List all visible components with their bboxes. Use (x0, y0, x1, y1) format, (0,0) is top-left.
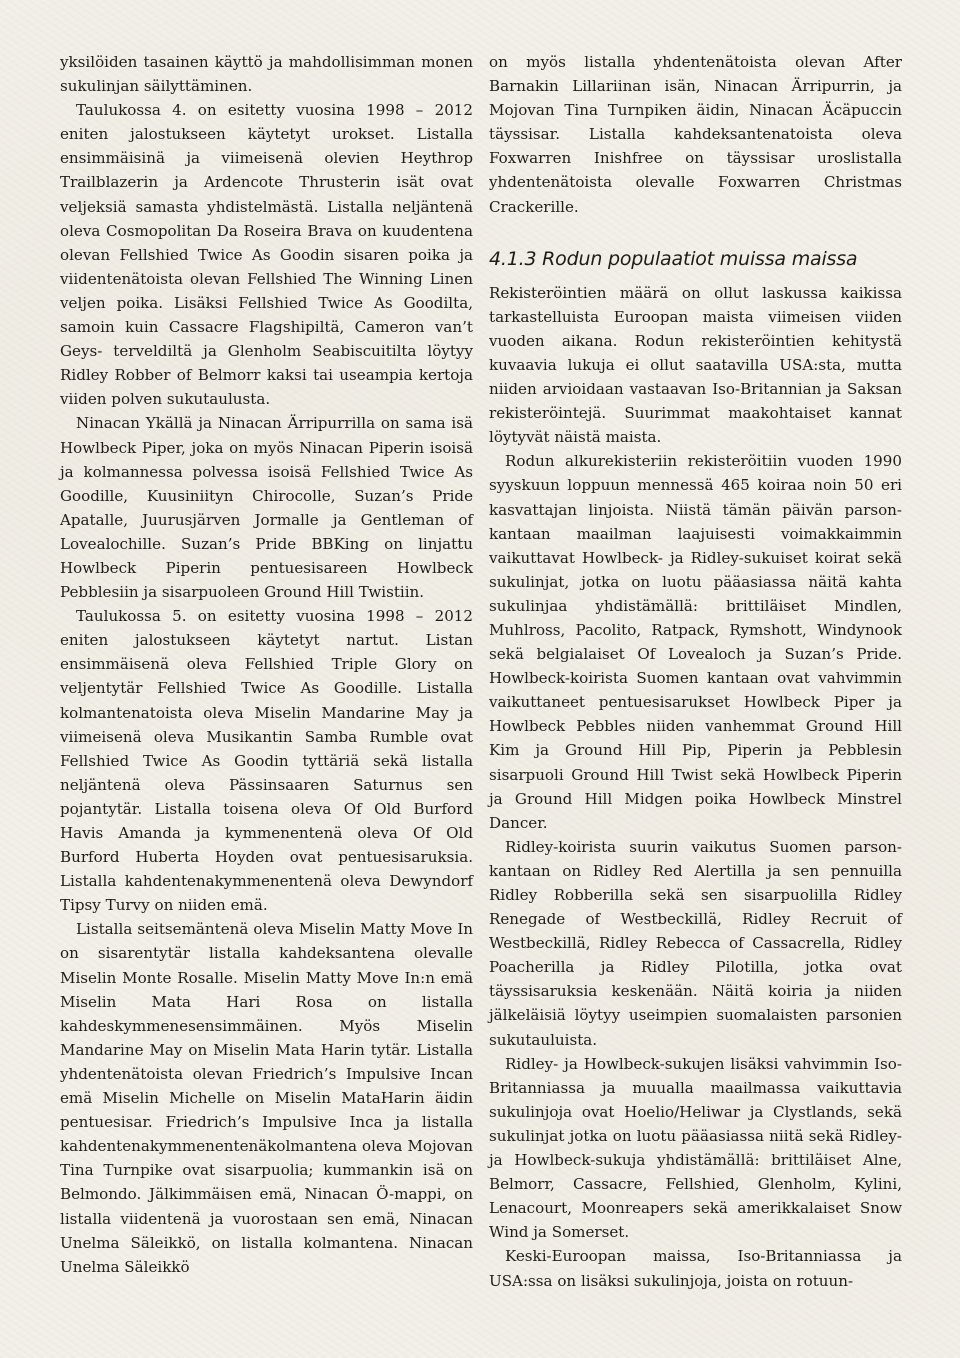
paragraph: Rekisteröintien määrä on ollut laskussa kaikissa tarkastelluista Euroopan maista viimeisen viiden vuoden aikana. Rodun rekisteröintien kehitystä kuvaavia lukuja ei ollut saatavilla USA:sta, mutta niiden arvioidaan vastaavan Iso-Britannian ja Saksan rekisteröintejä. Suurimmat maakohtaiset kannat löytyvät näistä maista. (489, 283, 902, 447)
left-column (60, 50, 473, 1279)
paragraph: Rodun alkurekisteriin rekisteröitiin vuoden 1990 syyskuun loppuun mennessä 465 koiraa noin 50 eri kasvattajan linjoista. Niistä tämän päivän parson-kantaan maailman laajuisesti voimakkaimmin vaikuttavat Howlbeck- ja Ridley-sukuiset koirat sekä sukulinjat, jotka on luotu pääasiassa näitä kahta sukulinjaa yhdistämällä: brittiläiset Mindlen, Muhlross, Pacolito, Ratpack, Rymshott, Windynook sekä belgialaiset Of Lovealoch ja Suzan’s Pride. Howlbeck-koirista Suomen kantaan ovat vahvimmin vaikuttaneet pentuesisarukset Howlbeck Piper ja Howlbeck Pebbles niiden vanhemmat Ground Hill Kim ja Ground Hill Pip, Piperin ja Pebblesin sisarpuoli Ground Hill Twist sekä Howlbeck Piperin ja Ground Hill Midgen poika Howlbeck Minstrel Dancer. (489, 452, 902, 832)
paragraph: Listalla seitsemäntenä oleva Miselin Matty Move In on sisarentytär listalla kahdeksantena olevalle Miselin Monte Rosalle. Miselin Matty Move In:n emä Miselin Mata Hari Rosa on listalla kahdeskymmenesensimmäinen. Myös Miselin Mandarine May on Miselin Mata Harin tytär. Listalla yhdentenätoista olevan Friedrich’s Impulsive Incan emä Miselin Michelle on Miselin MataHarin äidin pentuesisar. Friedrich’s Impulsive Inca ja listalla kahdentenakymmenentenäkolmantena oleva Mojovan Tina Turnpike ovat sisarpuolia; kummankin isä on Belmondo. Jälkimmäisen emä, Ninacan Ö-mappi, on listalla viidentenä ja vuorostaan sen emä, Ninacan Unelma Säleikkö, on listalla kolmantena. Ninacan Unelma Säleikkö (60, 920, 473, 1276)
section-heading: 4.1.3 Rodun populaatiot muissa maissa (489, 247, 858, 270)
right-column (489, 50, 902, 1293)
paragraph: Ninacan Ykällä ja Ninacan Ärripurrilla on sama isä Howlbeck Piper, joka on myös Ninacan Piperin isoisä ja kolmannessa polvessa isoisä Fellshied Twice As Goodille, Kuusiniityn Chirocolle, Suzan’s Pride Apatalle, Juurusjärven Jormalle ja Gentleman of Lovealochille. Suzan’s Pride BBKing on linjattu Howlbeck Piperin pentuesisareen Howlbeck Pebblesiin ja sisarpuoleen Ground Hill Twistiin. (60, 414, 473, 602)
paragraph: Ridley-koirista suurin vaikutus Suomen parson-kantaan on Ridley Red Alertilla ja sen pennuilla Ridley Robberilla sekä sen sisarpuolilla Ridley Renegade of Westbeckillä, Ridley Recruit of Westbeckillä, Ridley Rebecca of Cassacrella, Ridley Poacherilla ja Ridley Pilotilla, jotka ovat täyssisaruksia keskenään. Näitä koiria ja niiden jälkeläisiä löytyy useimpien suomalaisten parsonien sukutauluista. (489, 837, 902, 1049)
paragraph: yksilöiden tasainen käyttö ja mahdollisimman monen sukulinjan säilyttäminen. (60, 53, 473, 96)
paragraph: Keski-Euroopan maissa, Iso-Britanniassa ja USA:ssa on lisäksi sukulinjoja, joista on rotuun- (489, 1247, 902, 1290)
paragraph: Taulukossa 4. on esitetty vuosina 1998 – 2012 eniten jalostukseen käytetyt urokset. Listalla ensimmäisinä ja viimeisenä olevien Heythrop Trailblazerin ja Ardencote Thrusterin isät ovat veljeksiä samasta yhdistelmästä. Listalla neljäntenä oleva Cosmopolitan Da Roseira Brava on kuudentena olevan Fellshied Twice As Goodin sisaren poika ja viidentenätoista olevan Fellshied The Winning Linen veljen poika. Lisäksi Fellshied Twice As Goodilta, samoin kuin Cassacre Flagshipiltä, Cameron van’t Geys- terveldiltä ja Glenholm Seabiscuitilta löytyy Ridley Robber of Belmorr kaksi tai useampia kertoja viiden polven sukutaulusta. (60, 101, 473, 409)
paragraph: Taulukossa 5. on esitetty vuosina 1998 – 2012 eniten jalostukseen käytetyt nartut. Listan ensimmäisenä oleva Fellshied Triple Glory on veljentytär Fellshied Twice As Goodille. Listalla kolmantenatoista oleva Miselin Mandarine May ja viimeisenä oleva Musikantin Samba Rumble ovat Fellshied Twice As Goodin tyttäriä sekä listalla neljäntenä oleva Pässinsaaren Saturnus sen pojantytär. Listalla toisena oleva Of Old Burford Havis Amanda ja kymmenentenä oleva Of Old Burford Huberta Hoyden ovat pentuesisaruksia. Listalla kahdentenakymmenentenä oleva Dewyndorf Tipsy Turvy on niiden emä. (60, 607, 473, 915)
paragraph: on myös listalla yhdentenätoista olevan After Barnakin Lillariinan isän, Ninacan Ärripurrin, ja Mojovan Tina Turnpiken äidin, Ninacan Äcäpuccin täyssisar. Listalla kahdeksantenatoista oleva Foxwarren Inishfree on täyssisar uroslistalla yhdentenätoista olevalle Foxwarren Christmas Crackerille. (489, 53, 902, 216)
paragraph: Ridley- ja Howlbeck-sukujen lisäksi vahvimmin Iso-Britanniassa ja muualla maailmassa vaikuttavia sukulinjoja ovat Hoelio/Heliwar ja Clystlands, sekä sukulinjat jotka on luotu pääasiassa niitä sekä Ridley- ja Howlbeck-sukuja yhdistämällä: brittiläiset Alne, Belmorr, Cassacre, Fellshied, Glenholm, Kylini, Lenacourt, Moonreapers sekä amerikkalaiset Snow Wind ja Somerset. (489, 1054, 902, 1242)
